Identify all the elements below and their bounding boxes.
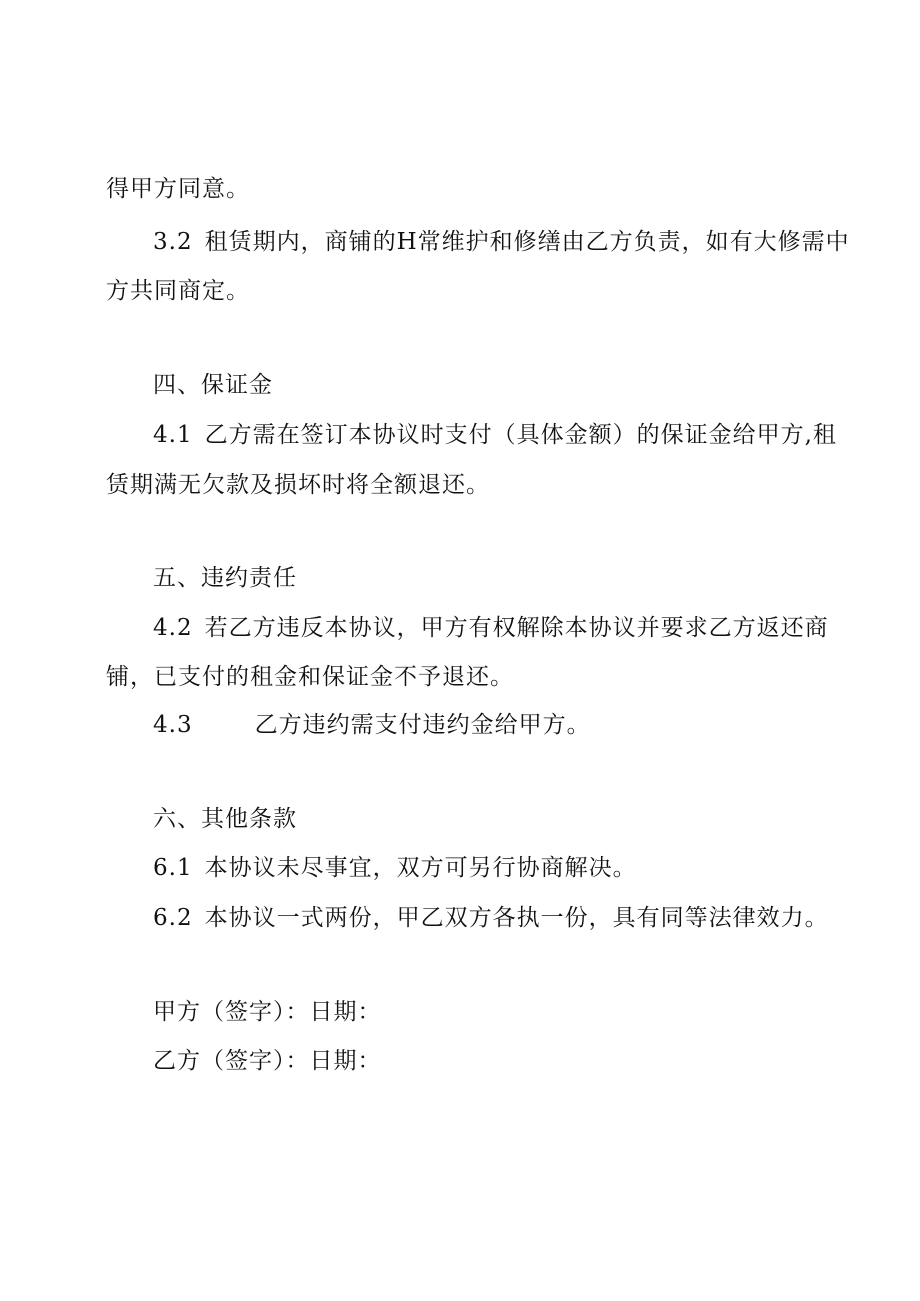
section-heading-other-terms [153,804,297,834]
clause-text: 本协议未尽事宜，双方可另行协商解决。 [204,855,637,881]
clause-6-1 [153,853,637,883]
signature-line-party-b [153,1046,382,1076]
heading-text: 四、保证金 [153,372,273,398]
clause-number: 4.3 [153,712,193,738]
clause-4-2-continuation [106,662,514,692]
paragraph-3-1-continuation [106,174,250,204]
clause-4-3 [153,710,591,740]
clause-number: 6.1 [153,855,193,881]
clause-text: 本协议一式两份，甲乙双方各执一份，具有同等法律效力。 [204,905,829,931]
section-heading-liability [153,563,297,593]
paragraph-text: 得甲方同意。 [106,176,250,202]
clause-number: 3.2 [153,229,193,255]
clause-3-2 [153,227,850,257]
signature-line-party-a [153,997,382,1027]
clause-text: 租赁期内，商铺的H常维护和修缮由乙方负责，如有大修需中 [204,229,850,255]
section-heading-deposit [153,370,273,400]
clause-6-2 [153,903,829,933]
clause-text: 乙方需在签订本协议时支付（具体金额）的保证金给甲方,租 [204,422,837,448]
heading-text: 六、其他条款 [153,806,297,832]
clause-4-1 [153,420,837,450]
clause-number: 4.2 [153,615,193,641]
paragraph-text: 方共同商定。 [106,278,250,304]
heading-text: 五、违约责任 [153,565,297,591]
signature-label: 乙方（签字）：日期： [153,1048,382,1074]
clause-number: 4.1 [153,422,193,448]
clause-4-1-continuation [106,470,490,500]
paragraph-text: 赁期满无欠款及损坏时将全额退还。 [106,472,490,498]
clause-text: 若乙方违反本协议，甲方有权解除本协议并要求乙方返还商 [204,615,829,641]
signature-label: 甲方（签字）：日期： [153,999,382,1025]
clause-4-2 [153,613,829,643]
paragraph-text: 铺，已支付的租金和保证金不予退还。 [106,664,514,690]
clause-3-2-continuation [106,276,250,306]
clause-number: 6.2 [153,905,193,931]
clause-text: 乙方违约需支付违约金给甲方。 [254,712,591,738]
